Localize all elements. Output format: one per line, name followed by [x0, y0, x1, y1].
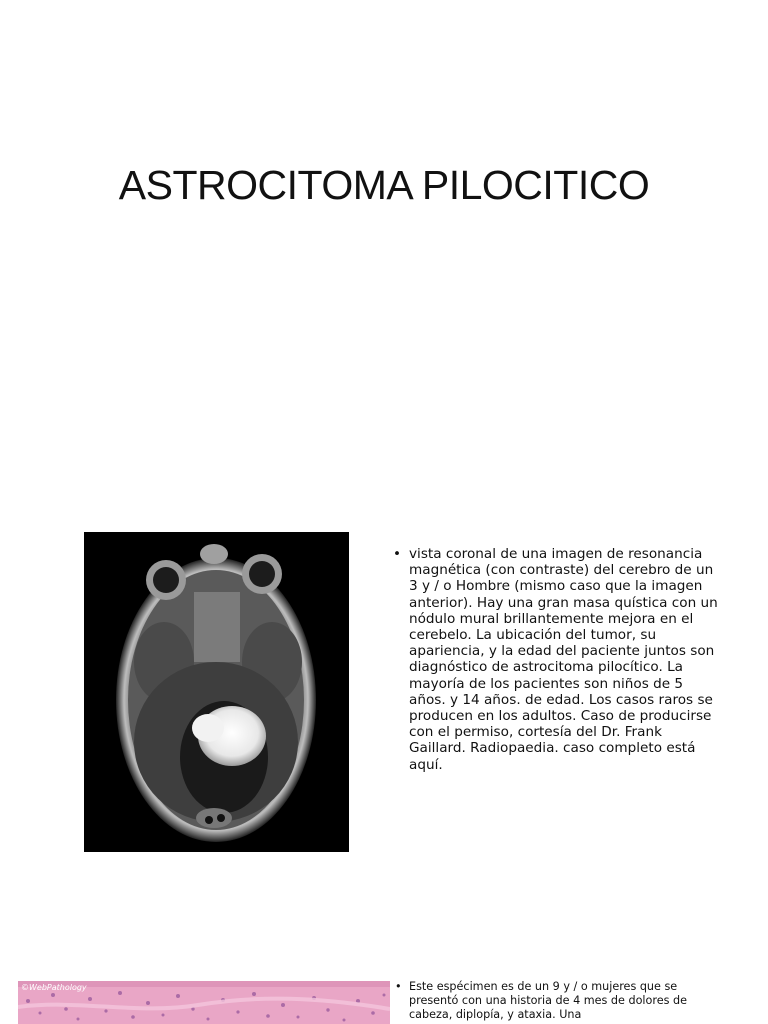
specimen-bullet-list — [395, 980, 695, 1022]
specimen-bullet — [395, 980, 695, 1022]
description-bullet-list — [393, 546, 723, 773]
mri-brain-graphic — [84, 532, 349, 852]
specimen-text: Este espécimen es de un 9 y / o mujeres que se presentó con una historia de 4 mes de dolores de cabeza, diplopía, y ataxia. Una — [409, 980, 687, 1021]
histology-image — [18, 981, 390, 1024]
mri-brain-image — [84, 532, 349, 852]
bullet-marker: • — [393, 546, 402, 562]
description-bullet — [393, 546, 723, 773]
image-watermark: ©WebPathology — [21, 983, 87, 992]
slide-title: ASTROCITOMA PILOCITICO — [118, 162, 650, 208]
description-text: vista coronal de una imagen de resonancia magnética (con contraste) del cerebro de un 3 y / o Hombre (mismo caso que la imagen anterior). Hay una gran masa quística con un nódulo mural brillantemente mejora en el cerebelo. La ubicación del tumor, su apariencia, y la edad del paciente juntos son diagnóstico de astrocitoma pilocítico. La mayoría de los pacientes son niños de 5 años. y 14 años. de edad. Los casos raros se producen en los adultos. Caso de producirse con el permiso, cortesía del Dr. Frank Gaillard. Radiopaedia. caso completo está aquí. — [409, 546, 718, 773]
title-slide — [0, 0, 768, 500]
bullet-marker: • — [395, 980, 402, 993]
